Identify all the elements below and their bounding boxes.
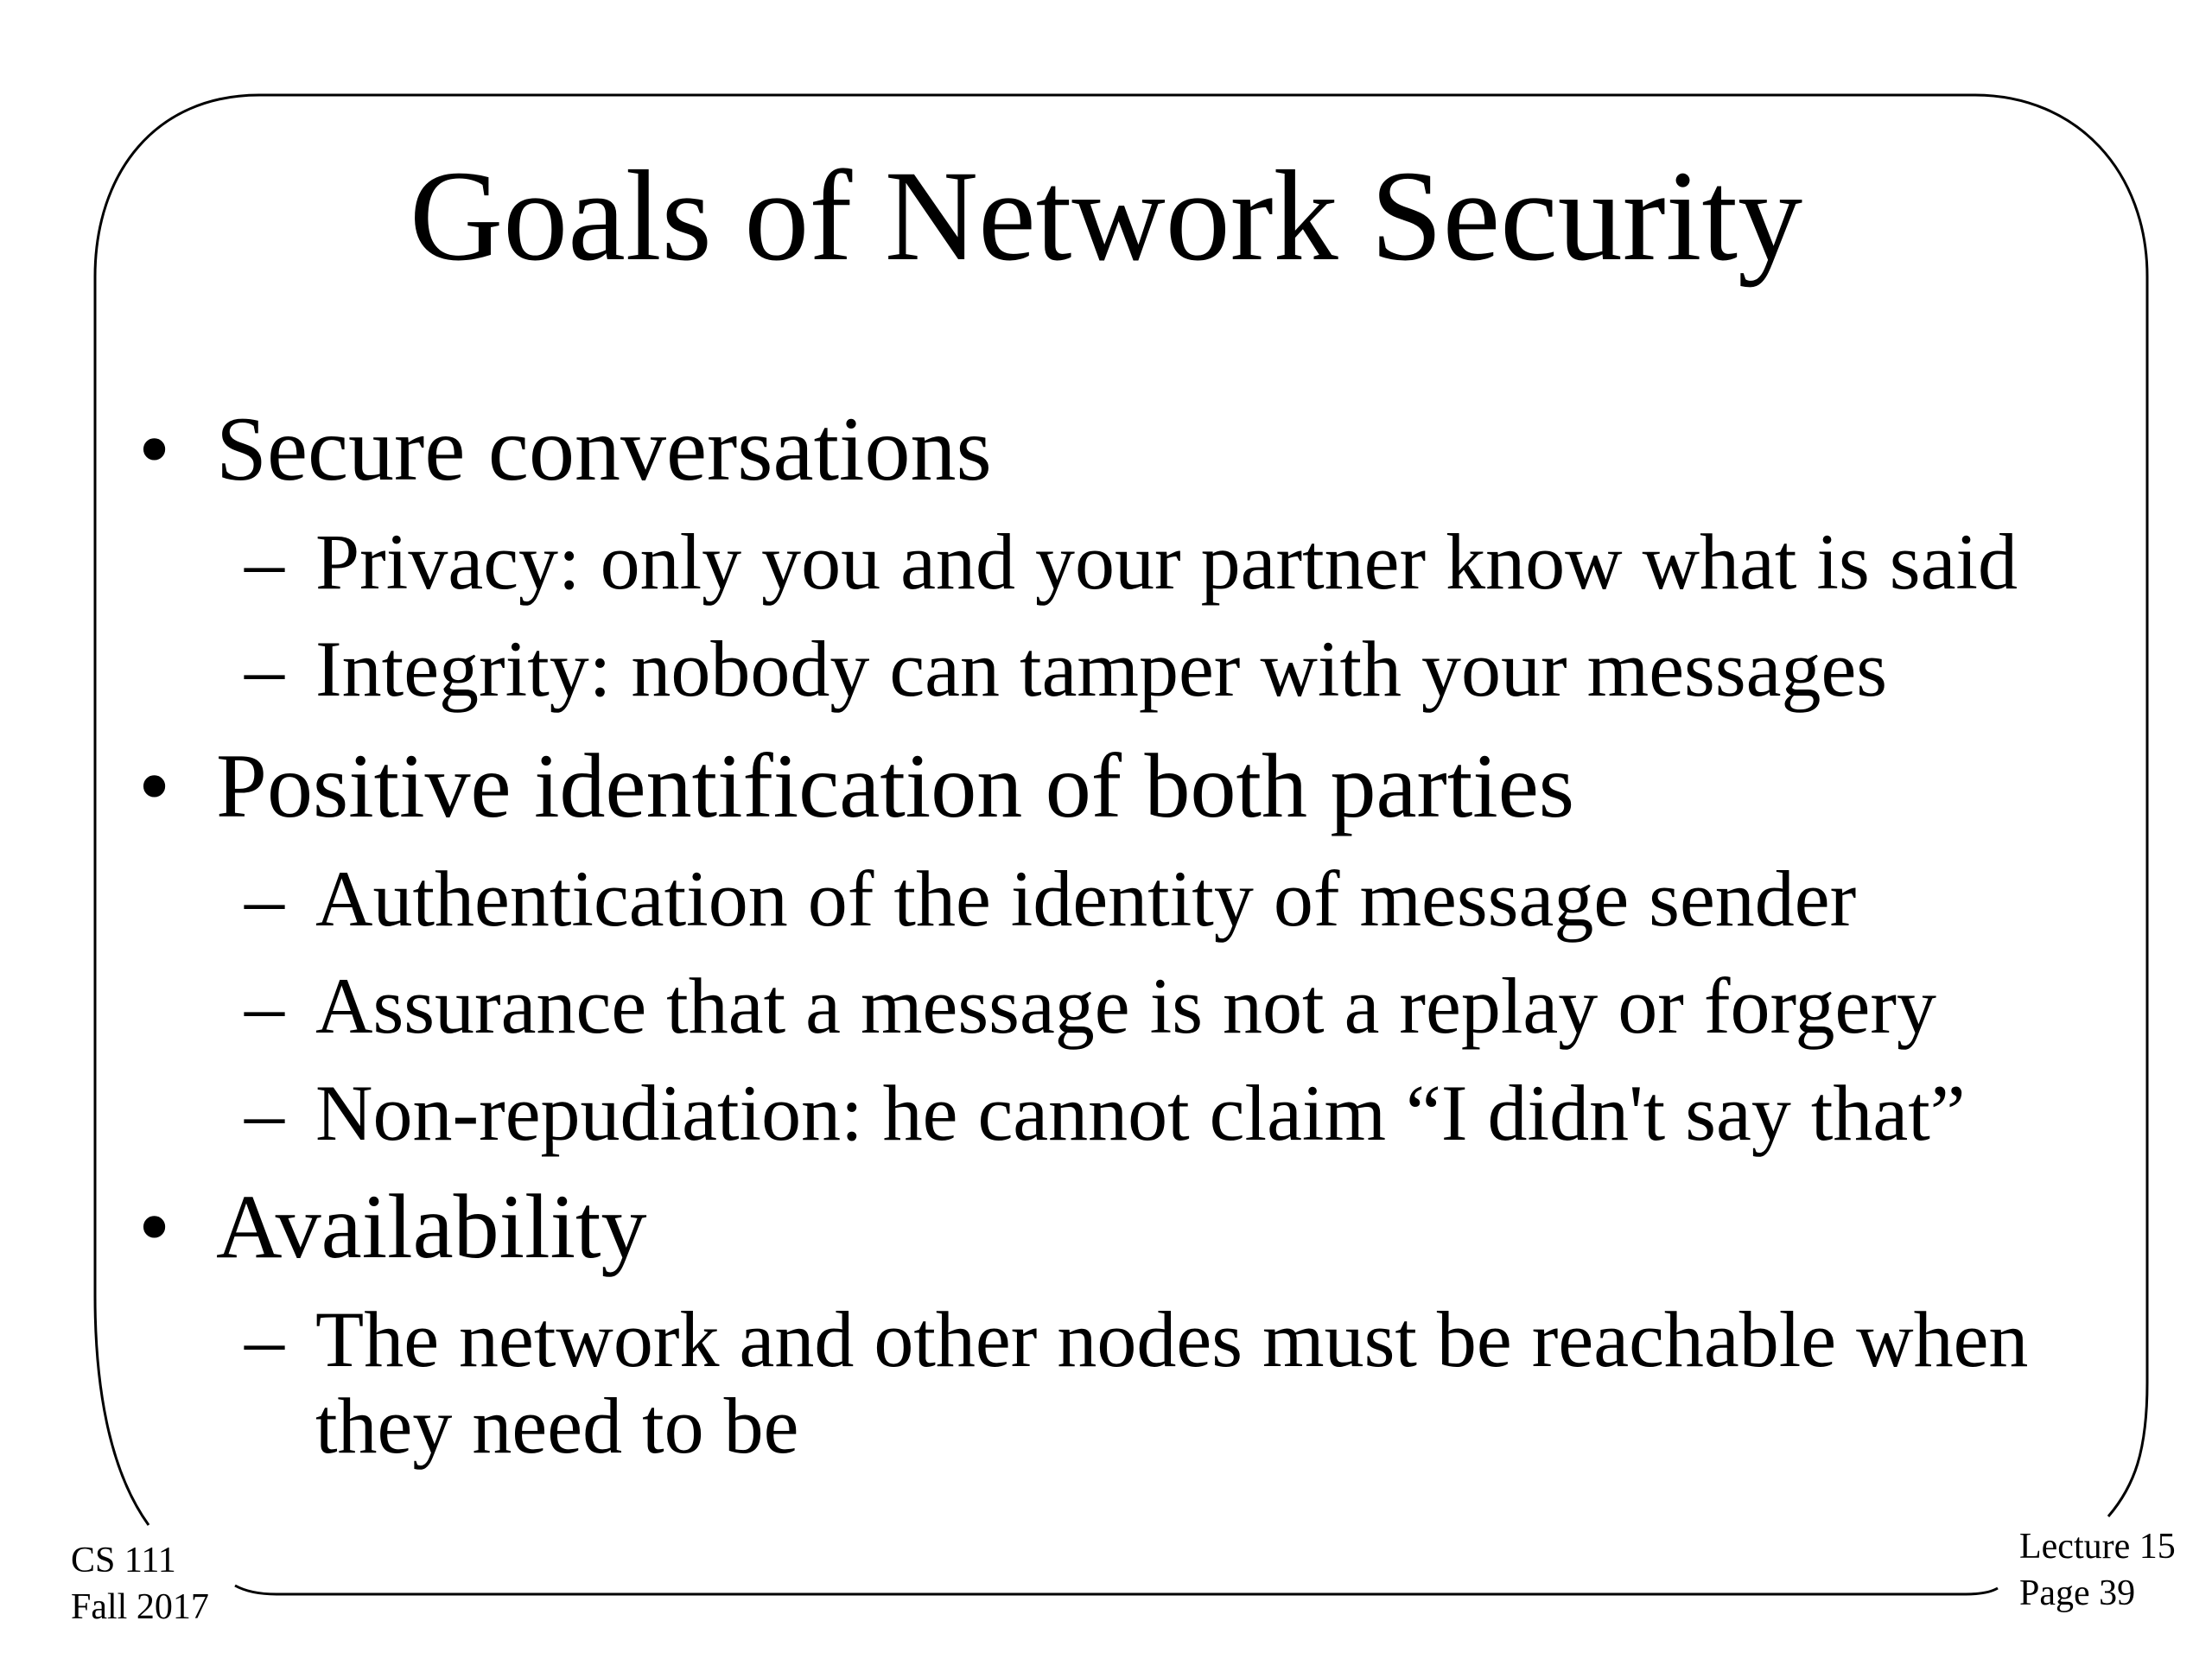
footer-lecture: Lecture 15: [2019, 1527, 2176, 1567]
footer-term: Fall 2017: [71, 1587, 209, 1627]
sub-text: Privacy: only you and your partner know what is said: [315, 518, 2018, 606]
sub-text: Assurance that a message is not a replay or forgery: [315, 962, 1936, 1050]
dash-glyph: –: [245, 625, 284, 713]
bullet-text: Secure conversations: [216, 398, 992, 499]
sub-text: Integrity: nobody can tamper with your messages: [315, 625, 1888, 713]
dash-glyph: –: [245, 855, 284, 943]
dash-glyph: –: [245, 962, 284, 1050]
bullet-text: Positive identification of both parties: [216, 735, 1575, 836]
bottom-rule: [235, 1586, 1998, 1594]
footer-page: Page 39: [2019, 1573, 2136, 1613]
sub-text: Non-repudiation: he cannot claim “I didn't say that”: [315, 1069, 1966, 1157]
slide-title: Goals of Network Security: [409, 144, 1803, 288]
dash-glyph: –: [245, 1295, 284, 1383]
dash-glyph: –: [245, 518, 284, 606]
bullet-dot: •: [138, 735, 171, 836]
sub-text: Authentication of the identity of message sender: [315, 855, 1857, 943]
dash-glyph: –: [245, 1069, 284, 1157]
sub-text: The network and other nodes must be reachable when: [315, 1295, 2029, 1383]
footer-course: CS 111: [71, 1541, 176, 1580]
bullet-text: Availability: [216, 1176, 647, 1277]
sub-text: they need to be: [315, 1382, 799, 1470]
bullet-dot: •: [138, 1176, 171, 1277]
bullet-dot: •: [138, 398, 171, 499]
